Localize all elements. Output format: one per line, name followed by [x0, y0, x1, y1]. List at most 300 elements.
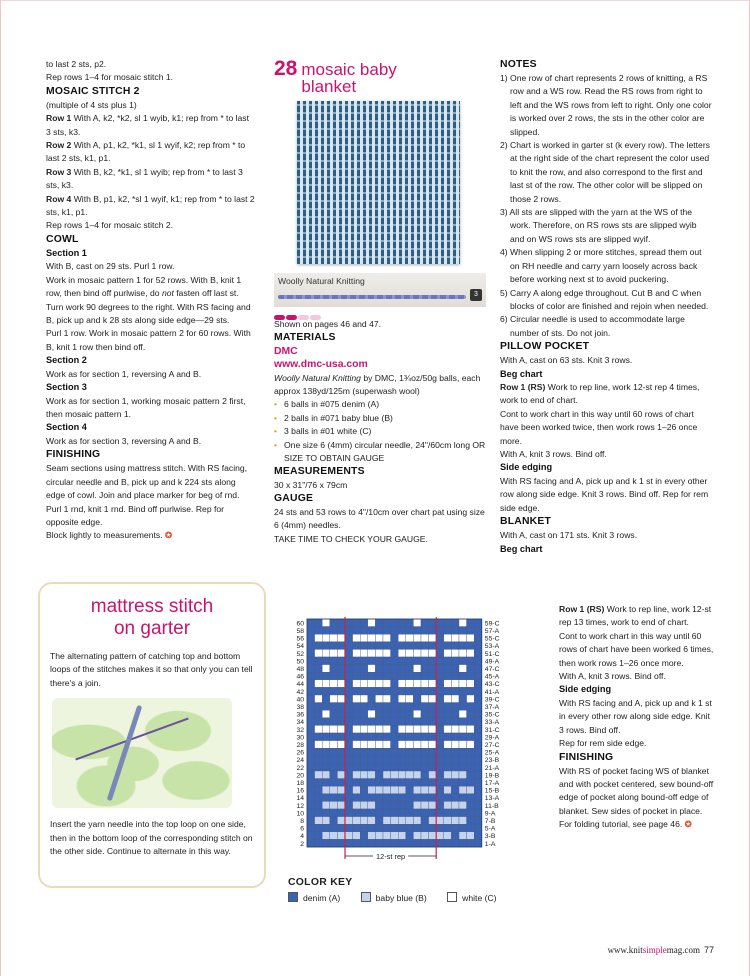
color-key — [288, 876, 548, 906]
chart-cell — [459, 634, 467, 642]
left-row-label: 14 — [296, 795, 304, 803]
chart-cell — [413, 756, 421, 764]
list-item: • One size 6 (4mm) circular needle, 24"/60cm long OR SIZE TO OBTAIN GAUGE — [274, 439, 486, 466]
chart-cell — [413, 619, 421, 627]
chart-cell — [406, 672, 414, 680]
chart-cell — [429, 680, 437, 688]
chart-cell — [315, 763, 323, 771]
chart-cell — [383, 733, 391, 741]
chart-cell — [436, 649, 444, 657]
chart-cell — [383, 817, 391, 825]
chart-cell — [383, 763, 391, 771]
chart-cell — [345, 687, 353, 695]
chart-cell — [429, 710, 437, 718]
chart-cell — [398, 695, 406, 703]
finishing-end: Block lightly to measurements. ✪ — [46, 530, 173, 541]
chart-cell — [398, 710, 406, 718]
right-row-label: 9-A — [484, 810, 496, 818]
chart-cell — [398, 763, 406, 771]
site-url[interactable]: www.knitsimplemag.com — [607, 945, 700, 955]
chart-cell — [360, 718, 368, 726]
right-row-label: 57-A — [484, 628, 500, 635]
chart-cell — [375, 634, 383, 642]
chart-cell — [368, 801, 376, 809]
right-row-label: 1-A — [484, 840, 496, 848]
chart-cell — [368, 718, 376, 726]
chart-cell — [353, 695, 361, 703]
chart-cell — [413, 771, 421, 779]
chart-cell — [307, 634, 315, 642]
chart-cell — [330, 665, 338, 673]
left-row-label: 12 — [296, 802, 304, 810]
blanket-side-heading: Side edging — [559, 684, 612, 695]
chart-cell — [429, 801, 437, 809]
chart-cell — [353, 634, 361, 642]
chart-cell — [421, 748, 429, 756]
chart-cell — [368, 817, 376, 825]
chart-cell — [421, 839, 429, 847]
gauge-heading: GAUGE — [274, 493, 314, 505]
chart-cell — [436, 725, 444, 733]
chart-cell — [444, 687, 452, 695]
chart-cell — [375, 680, 383, 688]
chart-cell — [337, 779, 345, 787]
chart-cell — [375, 733, 383, 741]
chart-cell — [383, 741, 391, 749]
chart-cell — [322, 725, 330, 733]
blanket-heading: BLANKET — [500, 516, 552, 528]
chart-cell — [398, 817, 406, 825]
chart-cell — [345, 801, 353, 809]
chart-cell — [451, 619, 459, 627]
chart-cell — [307, 779, 315, 787]
chart-cell — [315, 687, 323, 695]
chart-cell — [391, 839, 399, 847]
blanket-text: With A, cast on 171 sts. Knit 3 rows. — [500, 530, 638, 541]
chart-cell — [345, 756, 353, 764]
section-1-text-c: Purl 1 row. Work in mosaic pattern 2 for 60 rows. With B, knit 1 row then bind off. — [46, 328, 251, 352]
pocket-bind: With A, knit 3 rows. Bind off. — [500, 449, 607, 460]
section-3-heading: Section 3 — [46, 382, 87, 393]
chart-cell — [375, 839, 383, 847]
chart-cell — [307, 619, 315, 627]
chart-cell — [391, 817, 399, 825]
chart-cell — [330, 786, 338, 794]
chart-cell — [459, 680, 467, 688]
chart-cell — [459, 801, 467, 809]
chart-cell — [413, 832, 421, 840]
chart-cell — [307, 718, 315, 726]
chart-cell — [315, 619, 323, 627]
note-item: 6) Circular needle is used to accommodate large number of sts. Do not join. — [500, 314, 685, 338]
chart-cell — [322, 779, 330, 787]
chart-cell — [315, 839, 323, 847]
list-item: • 6 balls in #075 denim (A) — [274, 398, 486, 411]
left-row-label: 28 — [296, 742, 304, 749]
end-mark-icon: ✪ — [164, 530, 173, 541]
chart-cell — [337, 627, 345, 635]
chart-cell — [330, 748, 338, 756]
chart-cell — [345, 703, 353, 711]
chart-cell — [391, 687, 399, 695]
chart-cell — [391, 619, 399, 627]
chart-cell — [322, 672, 330, 680]
chart-cell — [315, 672, 323, 680]
chart-cell — [467, 642, 475, 650]
chart-cell — [391, 824, 399, 832]
chart-cell — [360, 703, 368, 711]
chart-cell — [307, 801, 315, 809]
chart-cell — [398, 733, 406, 741]
chart-cell — [375, 710, 383, 718]
chart-cell — [429, 649, 437, 657]
chart-cell — [444, 809, 452, 817]
chart-cell — [474, 741, 482, 749]
chart-cell — [307, 710, 315, 718]
chart-cell — [337, 725, 345, 733]
chart-cell — [383, 794, 391, 802]
right-row-label: 13-A — [484, 795, 500, 803]
chart-cell — [315, 680, 323, 688]
right-row-label: 25-A — [484, 749, 500, 757]
chart-cell — [383, 695, 391, 703]
chart-cell — [413, 642, 421, 650]
chart-cell — [474, 642, 482, 650]
chart-cell — [398, 627, 406, 635]
chart-cell — [330, 680, 338, 688]
chart-cell — [421, 642, 429, 650]
left-row-label: 4 — [300, 833, 304, 841]
chart-cell — [421, 794, 429, 802]
chart-cell — [322, 680, 330, 688]
chart-cell — [436, 756, 444, 764]
chart-cell — [429, 839, 437, 847]
chart-cell — [375, 649, 383, 657]
chart-cell — [436, 779, 444, 787]
chart-cell — [360, 680, 368, 688]
chart-cell — [406, 710, 414, 718]
chart-cell — [345, 809, 353, 817]
chart-cell — [467, 672, 475, 680]
chart-cell — [345, 627, 353, 635]
yarn-description: Woolly Natural Knitting by DMC, 1¾oz/50g balls, each approx 138yd/125m (superwash wool) — [274, 372, 481, 397]
chart-cell — [406, 748, 414, 756]
chart-cell — [375, 817, 383, 825]
chart-cell — [353, 763, 361, 771]
chart-cell — [383, 649, 391, 657]
right-row-label: 11-B — [484, 802, 499, 810]
chart-cell — [451, 763, 459, 771]
chart-cell — [368, 741, 376, 749]
chart-cell — [337, 649, 345, 657]
chart-cell — [353, 786, 361, 794]
chart-cell — [368, 824, 376, 832]
chart-cell — [444, 741, 452, 749]
chart-cell — [337, 801, 345, 809]
chart-cell — [444, 657, 452, 665]
chart-cell — [444, 665, 452, 673]
chart-cell — [330, 695, 338, 703]
left-row-label: 58 — [296, 628, 304, 635]
materials-heading: MATERIALS — [274, 332, 336, 344]
color-key-heading: COLOR KEY — [288, 877, 353, 888]
chart-cell — [474, 763, 482, 771]
chart-cell — [429, 657, 437, 665]
chart-cell — [368, 725, 376, 733]
chart-cell — [429, 619, 437, 627]
tip-text-2: Insert the yarn needle into the top loop on one side, then in the bottom loop of the corresponding stitch on the other side. Continue to alternate in this way. — [50, 819, 253, 857]
brand-url[interactable]: www.dmc-usa.com — [274, 359, 368, 371]
text-line: to last 2 sts, p2. — [46, 59, 107, 69]
left-row-label: 56 — [296, 635, 304, 643]
chart-cell — [459, 687, 467, 695]
section-3-text: Work as for section 1, working mosaic pattern 2 first, then mosaic pattern 1. — [46, 395, 246, 420]
chart-cell — [375, 832, 383, 840]
chart-cell — [406, 786, 414, 794]
chart-cell — [375, 809, 383, 817]
text-line: Rep rows 1–4 for mosaic stitch 1. — [46, 72, 174, 83]
chart-cell — [345, 649, 353, 657]
chart-cell — [421, 627, 429, 635]
chart-cell — [406, 817, 414, 825]
chart-cell — [421, 801, 429, 809]
chart-cell — [353, 710, 361, 718]
ms2-row-3: Row 3 With B, k2, *k1, sl 1 wyib; rep from * to last 3 sts, k3. — [46, 166, 243, 191]
chart-cell — [406, 634, 414, 642]
chart-cell — [444, 817, 452, 825]
chart-cell — [398, 634, 406, 642]
chart-cell — [421, 725, 429, 733]
chart-cell — [459, 619, 467, 627]
chart-cell — [444, 763, 452, 771]
left-row-label: 6 — [300, 825, 304, 833]
chart-cell — [360, 687, 368, 695]
chart-cell — [337, 687, 345, 695]
section-4-text: Work as for section 3, reversing A and B. — [46, 435, 202, 446]
chart-cell — [337, 634, 345, 642]
page-number: 77 — [703, 945, 714, 955]
chart-cell — [429, 642, 437, 650]
chart-cell — [429, 786, 437, 794]
chart-cell — [375, 672, 383, 680]
ms2-row-1: Row 1 With A, k2, *k2, sl 1 wyib, k1; rep from * to last 3 sts, k3. — [46, 113, 249, 137]
chart-cell — [398, 680, 406, 688]
chart-cell — [413, 634, 421, 642]
blanket-row-1: Row 1 (RS) Work to rep line, work 12-st rep 13 times, work to end of chart. — [559, 604, 712, 628]
chart-cell — [421, 733, 429, 741]
chart-cell — [391, 695, 399, 703]
chart-cell — [337, 733, 345, 741]
right-row-label: 41-A — [484, 688, 500, 696]
chart-cell — [429, 672, 437, 680]
chart-cell — [398, 687, 406, 695]
repeat-label: 12-st rep — [376, 852, 406, 861]
column-right — [500, 58, 712, 556]
chart-cell — [322, 733, 330, 741]
chart-cell — [451, 672, 459, 680]
chart-cell — [406, 657, 414, 665]
chart-cell — [307, 786, 315, 794]
chart-cell — [451, 703, 459, 711]
left-row-label: 46 — [296, 673, 304, 681]
chart-cell — [368, 680, 376, 688]
chart-cell — [360, 649, 368, 657]
chart-cell — [383, 779, 391, 787]
chart-cell — [406, 763, 414, 771]
yarn-strand — [278, 295, 466, 299]
brand-name: DMC — [274, 345, 298, 357]
chart-cell — [375, 801, 383, 809]
chart-cell — [444, 839, 452, 847]
chart-cell — [444, 779, 452, 787]
chart-cell — [474, 771, 482, 779]
left-row-label: 54 — [296, 643, 304, 651]
chart-cell — [436, 634, 444, 642]
chart-cell — [429, 687, 437, 695]
yarn-weight-icon: 3 — [470, 289, 482, 301]
chart-cell — [307, 832, 315, 840]
chart-cell — [322, 627, 330, 635]
chart-cell — [467, 748, 475, 756]
chart-cell — [474, 619, 482, 627]
chart-cell — [459, 809, 467, 817]
chart-cell — [383, 672, 391, 680]
chart-cell — [322, 657, 330, 665]
right-row-label: 55-C — [484, 635, 500, 643]
chart-cell — [451, 756, 459, 764]
chart-cell — [444, 649, 452, 657]
chart-cell — [459, 718, 467, 726]
chart-cell — [413, 786, 421, 794]
chart-cell — [345, 672, 353, 680]
chart-cell — [429, 756, 437, 764]
chart-cell — [467, 687, 475, 695]
chart-cell — [337, 703, 345, 711]
chart-cell — [307, 725, 315, 733]
chart-cell — [391, 649, 399, 657]
ms2-multiple: (multiple of 4 sts plus 1) — [46, 99, 137, 110]
chart-cell — [383, 680, 391, 688]
chart-cell — [322, 703, 330, 711]
chart-cell — [345, 695, 353, 703]
chart-cell — [459, 703, 467, 711]
chart-cell — [406, 794, 414, 802]
chart-cell — [345, 824, 353, 832]
chart-cell — [451, 733, 459, 741]
chart-cell — [398, 642, 406, 650]
chart-cell — [368, 619, 376, 627]
chart-cell — [474, 695, 482, 703]
chart-cell — [413, 794, 421, 802]
chart-cell — [353, 665, 361, 673]
chart-cell — [429, 695, 437, 703]
chart-cell — [360, 771, 368, 779]
chart-cell — [322, 771, 330, 779]
column-left — [46, 58, 256, 543]
chart-cell — [444, 771, 452, 779]
chart-cell — [322, 786, 330, 794]
chart-cell — [467, 817, 475, 825]
pocket-side: With RS facing and A, pick up and k 1 st in every other row along side edge. Knit 3 rows. Bind off. Rep for rem side edge. — [500, 475, 709, 513]
blanket-instructions — [559, 603, 715, 832]
chart-cell — [413, 703, 421, 711]
chart-cell — [459, 733, 467, 741]
chart-cell — [383, 756, 391, 764]
chart-cell — [307, 809, 315, 817]
chart-cell — [383, 771, 391, 779]
chart-cell — [413, 695, 421, 703]
chart-cell — [421, 710, 429, 718]
chart-cell — [337, 763, 345, 771]
chart-cell — [322, 642, 330, 650]
note-item: 2) Chart is worked in garter st (k every row). The letters at the right side of the chart represent the color used to knit the row, and also correspond to the first and last st of the row. The other color will be slipped on those 2 rows. — [500, 140, 710, 204]
chart-cell — [337, 657, 345, 665]
chart-cell — [436, 687, 444, 695]
chart-cell — [391, 748, 399, 756]
chart-cell — [406, 779, 414, 787]
chart-cell — [451, 786, 459, 794]
chart-cell — [383, 786, 391, 794]
chart-cell — [330, 756, 338, 764]
chart-cell — [345, 839, 353, 847]
chart-cell — [398, 824, 406, 832]
chart-cell — [467, 824, 475, 832]
folding-note: For folding tutorial, see page 46. ✪ — [559, 819, 692, 830]
chart-cell — [421, 649, 429, 657]
chart-cell — [353, 801, 361, 809]
chart-cell — [345, 710, 353, 718]
chart-cell — [383, 703, 391, 711]
chart-cell — [429, 748, 437, 756]
chart-cell — [398, 779, 406, 787]
chart-cell — [307, 695, 315, 703]
chart-cell — [368, 687, 376, 695]
chart-cell — [467, 627, 475, 635]
chart-cell — [459, 786, 467, 794]
chart-cell — [467, 649, 475, 657]
chart-cell — [474, 672, 482, 680]
chart-cell — [459, 710, 467, 718]
chart-cell — [467, 832, 475, 840]
note-item: 5) Carry A along edge throughout. Cut B and C when blocks of color are finished and rejoin when needed. — [500, 287, 709, 311]
chart-cell — [360, 733, 368, 741]
right-row-label: 21-A — [484, 764, 500, 772]
right-row-label: 53-A — [484, 643, 500, 651]
chart-cell — [383, 809, 391, 817]
chart-cell — [406, 718, 414, 726]
right-row-label: 19-B — [484, 772, 500, 780]
chart-cell — [391, 642, 399, 650]
yarn-label: Woolly Natural Knitting — [278, 276, 365, 286]
chart-cell — [315, 741, 323, 749]
chart-cell — [467, 733, 475, 741]
chart-cell — [368, 809, 376, 817]
swatch-icon — [288, 892, 298, 902]
chart-cell — [436, 703, 444, 711]
color-key-item: baby blue (B) — [361, 893, 427, 903]
chart-cell — [360, 786, 368, 794]
chart-cell — [307, 824, 315, 832]
chart-cell — [467, 718, 475, 726]
chart-cell — [436, 695, 444, 703]
chart-cell — [398, 756, 406, 764]
chart-cell — [436, 748, 444, 756]
chart-cell — [345, 832, 353, 840]
chart-cell — [436, 627, 444, 635]
chart-cell — [444, 756, 452, 764]
chart-cell — [368, 779, 376, 787]
right-row-label: 5-A — [484, 825, 496, 833]
